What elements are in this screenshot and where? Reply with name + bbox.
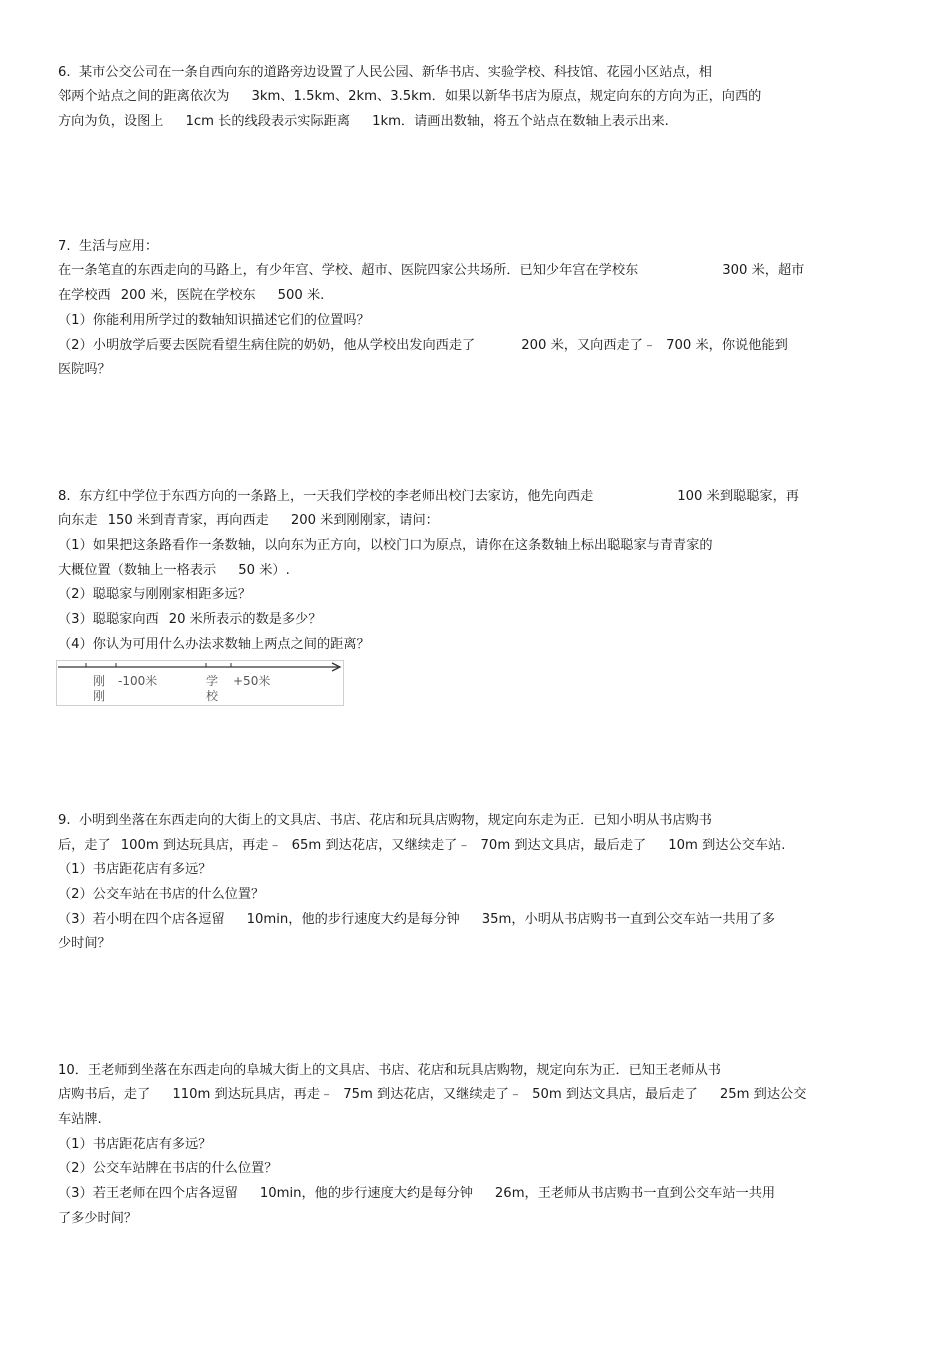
q10-line-7: 了多少时间？ — [58, 1211, 138, 1226]
q8-line-4: 大概位置（数轴上一格表示 50 米）. — [58, 563, 290, 578]
q7-line-1: 7. 生活与应用： — [58, 239, 159, 254]
q7-line-2: 在一条笔直的东西走向的马路上，有少年宫、学校、超市、医院四家公共场所．已知少年宫在学校东 300 米，超市 — [58, 263, 805, 278]
q8-line-2: 向东走 150 米到青青家，再向西走 200 米到刚刚家，请问： — [58, 513, 439, 528]
q7-line-4: （1）你能利用所学过的数轴知识描述它们的位置吗？ — [58, 313, 370, 328]
q8-line-7: （4）你认为可用什么办法求数轴上两点之间的距离？ — [58, 637, 370, 652]
q8-line-6: （3）聪聪家向西 20 米所表示的数是多少？ — [58, 612, 322, 627]
q8-line-1: 8. 东方红中学位于东西方向的一条路上，一天我们学校的李老师出校门去家访，他先向西走 100 米到聪聪家，再 — [58, 489, 799, 504]
q9-line-5: （3）若小明在四个店各逗留 10min，他的步行速度大约是每分钟 35m，小明从书店购书一直到公交车站一共用了多 — [58, 912, 776, 927]
label-gang-bottom: 刚 — [93, 689, 106, 703]
q8-line-5: （2）聪聪家与刚刚家相距多远？ — [58, 587, 252, 602]
q10-line-5: （2）公交车站牌在书店的什么位置？ — [58, 1161, 278, 1176]
q6-line-3: 方向为负，设图上 1cm 长的线段表示实际距离 1km．请画出数轴，将五个站点在数轴上表示出来. — [58, 114, 669, 129]
q8-line-3: （1）如果把这条路看作一条数轴，以向东为正方向，以校门口为原点，请你在这条数轴上标出聪聪家与青青家的 — [58, 538, 713, 553]
q10-line-6: （3）若王老师在四个店各逗留 10min，他的步行速度大约是每分钟 26m，王老师从书店购书一直到公交车站一共用 — [58, 1186, 776, 1201]
label-school-top: 学 — [206, 674, 219, 688]
q10-line-1: 10．王老师到坐落在东西走向的阜城大街上的文具店、书店、花店和玩具店购物，规定向东为正．已知王老师从书 — [58, 1063, 721, 1078]
q7-line-6: 医院吗？ — [58, 362, 111, 377]
q10-line-2: 店购书后，走了 110m 到达玩具店，再走﹣ 75m 到达花店，又继续走了﹣ 50m 到达文具店，最后走了 25m 到达公交 — [58, 1087, 807, 1102]
q10-line-4: （1）书店距花店有多远？ — [58, 1137, 212, 1152]
q6-line-2: 邻两个站点之间的距离依次为 3km、1.5km、2km、3.5km．如果以新华书店为原点，规定向东的方向为正，向西的 — [58, 89, 762, 104]
q9-line-1: 9. 小明到坐落在东西走向的大街上的文具店、书店、花店和玩具店购物，规定向东走为正．已知小明从书店购书 — [58, 813, 712, 828]
label-plus-50: +50米 — [233, 674, 271, 688]
q10-line-3: 车站牌. — [58, 1112, 102, 1127]
label-minus-100: -100米 — [118, 674, 158, 688]
label-school-bottom: 校 — [206, 689, 219, 703]
q6-line-1: 6. 某市公交公司在一条自西向东的道路旁边设置了人民公园、新华书店、实验学校、科技馆、花园小区站点，相 — [58, 65, 712, 80]
number-line-figure — [56, 660, 346, 706]
label-gang-top: 刚 — [93, 674, 106, 688]
q7-line-5: （2）小明放学后要去医院看望生病住院的奶奶，他从学校出发向西走了 200 米，又向西走了﹣ 700 米，你说他能到 — [58, 338, 788, 353]
q7-line-3: 在学校西 200 米，医院在学校东 500 米. — [58, 288, 325, 303]
q9-line-3: （1）书店距花店有多远？ — [58, 862, 212, 877]
q9-line-6: 少时间？ — [58, 936, 111, 951]
q9-line-4: （2）公交车站在书店的什么位置？ — [58, 887, 265, 902]
q9-line-2: 后，走了 100m 到达玩具店，再走﹣ 65m 到达花店，又继续走了﹣ 70m 到达文具店，最后走了 10m 到达公交车站. — [58, 838, 786, 853]
